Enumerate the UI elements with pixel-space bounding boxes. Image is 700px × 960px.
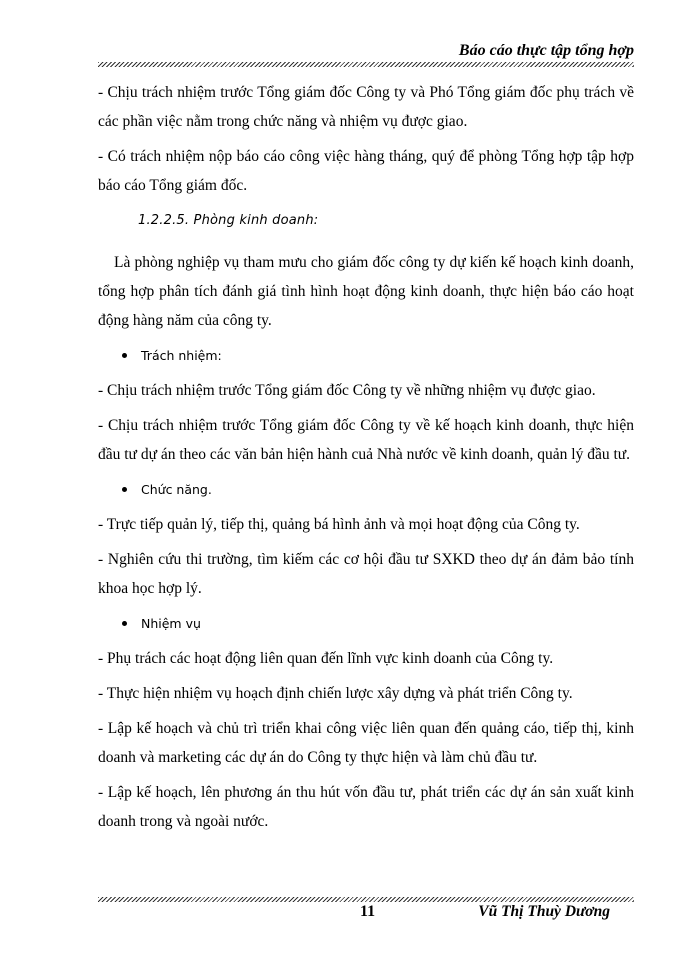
- bullet-icon: [122, 621, 127, 626]
- paragraph: Là phòng nghiệp vụ tham mưu cho giám đốc công ty dự kiến kế hoạch kinh doanh, tổng hợp phân tích đánh giá tình hình hoạt động kinh doanh, thực hiện báo cáo hoạt động hàng năm của công ty.: [98, 254, 634, 329]
- bullet-item: [98, 609, 634, 638]
- paragraph: - Chịu trách nhiệm trước Tổng giám đốc Công ty về kế hoạch kinh doanh, thực hiện đầu tư dự án theo các văn bản hiện hành cuả Nhà nước về kinh doanh, quản lý đầu tư.: [98, 417, 634, 463]
- document-body: [98, 78, 634, 836]
- paragraph: - Lập kế hoạch, lên phương án thu hút vốn đầu tư, phát triển các dự án sản xuất kinh doanh trong và ngoài nước.: [98, 784, 634, 830]
- bullet-label: Trách nhiệm:: [141, 348, 222, 363]
- footer-author: Vũ Thị Thuỳ Dương: [478, 903, 610, 920]
- paragraph: - Trực tiếp quản lý, tiếp thị, quảng bá hình ảnh và mọi hoạt động của Công ty.: [98, 516, 580, 533]
- paragraph: - Lập kế hoạch và chủ trì triển khai công việc liên quan đến quảng cáo, tiếp thị, kinh doanh và marketing các dự án do Công ty thực hiện và làm chủ đầu tư.: [98, 720, 634, 766]
- page-number: 11: [360, 903, 376, 920]
- section-heading: 1.2.2.5. Phòng kinh doanh:: [138, 213, 319, 228]
- header-title: Báo cáo thực tập tổng hợp: [458, 42, 634, 59]
- bullet-icon: [122, 353, 127, 358]
- footer-rule: [98, 897, 634, 902]
- header-rule: [98, 62, 634, 67]
- paragraph: - Thực hiện nhiệm vụ hoạch định chiến lược xây dựng và phát triển Công ty.: [98, 685, 573, 702]
- bullet-label: Nhiệm vụ: [141, 616, 201, 631]
- bullet-icon: [122, 487, 127, 492]
- paragraph: - Có trách nhiệm nộp báo cáo công việc hàng tháng, quý để phòng Tổng hợp tập hợp báo cáo Tổng giám đốc.: [98, 148, 634, 194]
- paragraph: - Nghiên cứu thi trường, tìm kiếm các cơ hội đầu tư SXKD theo dự án đảm bảo tính khoa học hợp lý.: [98, 551, 634, 597]
- bullet-item: [98, 475, 634, 504]
- paragraph: - Chịu trách nhiệm trước Tổng giám đốc Công ty và Phó Tổng giám đốc phụ trách về các phần việc nằm trong chức năng và nhiệm vụ được giao.: [98, 84, 634, 130]
- bullet-item: [98, 341, 634, 370]
- bullet-label: Chức năng.: [141, 482, 212, 497]
- paragraph: - Chịu trách nhiệm trước Tổng giám đốc Công ty về những nhiệm vụ được giao.: [98, 382, 596, 399]
- paragraph: - Phụ trách các hoạt động liên quan đến lĩnh vực kinh doanh của Công ty.: [98, 650, 554, 667]
